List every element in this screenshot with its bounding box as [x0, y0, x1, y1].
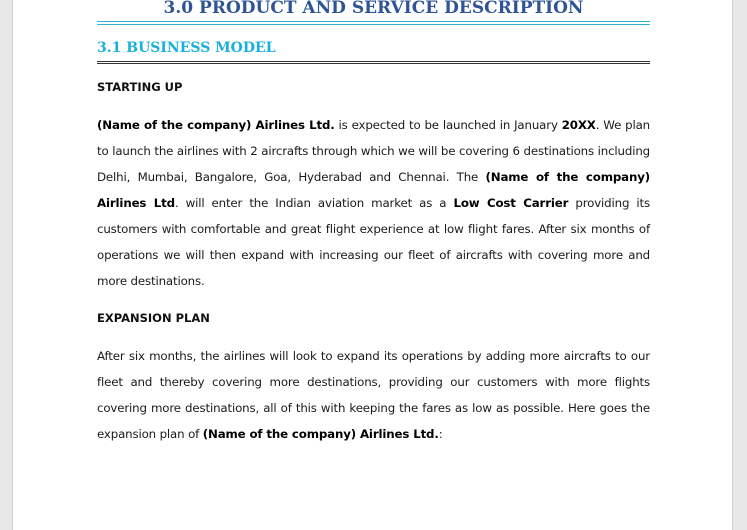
- starting-up-paragraph: [97, 112, 650, 294]
- expansion-paragraph: [97, 343, 650, 447]
- text-run: After six months, the airlines will look to expand its operations by adding more aircrafts to our fleet and thereby covering more destinations, providing our customers with more flights covering more destinations, all of this with keeping the fares as low as possible. Here goes the expansion plan of: [97, 349, 650, 441]
- company-name: (Name of the company) Airlines Ltd: [97, 170, 650, 210]
- text-run: is expected to be launched in January: [334, 118, 562, 132]
- launch-year: 20XX: [561, 118, 596, 132]
- company-name: (Name of the company) Airlines Ltd.: [202, 427, 439, 441]
- text-run: providing its customers with comfortable and great flight experience at low flight fares. After six months of operations we will then expand with increasing our fleet of aircrafts with covering more and more destinations.: [97, 196, 650, 288]
- section-title: 3.0 PRODUCT AND SERVICE DESCRIPTION: [97, 0, 650, 22]
- starting-up-heading: STARTING UP: [97, 80, 183, 94]
- text-run: . We plan to launch the airlines with 2 aircrafts through which we will be covering 6 destinations including Delhi, Mumbai, Bangalore, Goa, Hyderabad and Chennai. The: [97, 118, 651, 184]
- subsection-title-rule: [97, 61, 650, 64]
- section-title-rule: [97, 24, 650, 25]
- document-page: [12, 0, 733, 530]
- expansion-plan-heading: EXPANSION PLAN: [97, 311, 210, 325]
- subsection-title: 3.1 BUSINESS MODEL: [97, 40, 276, 56]
- text-run: . will enter the Indian aviation market as a: [174, 196, 454, 210]
- page-content: [97, 0, 651, 441]
- text-run: :: [438, 427, 443, 441]
- low-cost-carrier: Low Cost Carrier: [453, 196, 569, 210]
- company-name: (Name of the company) Airlines Ltd.: [97, 118, 335, 132]
